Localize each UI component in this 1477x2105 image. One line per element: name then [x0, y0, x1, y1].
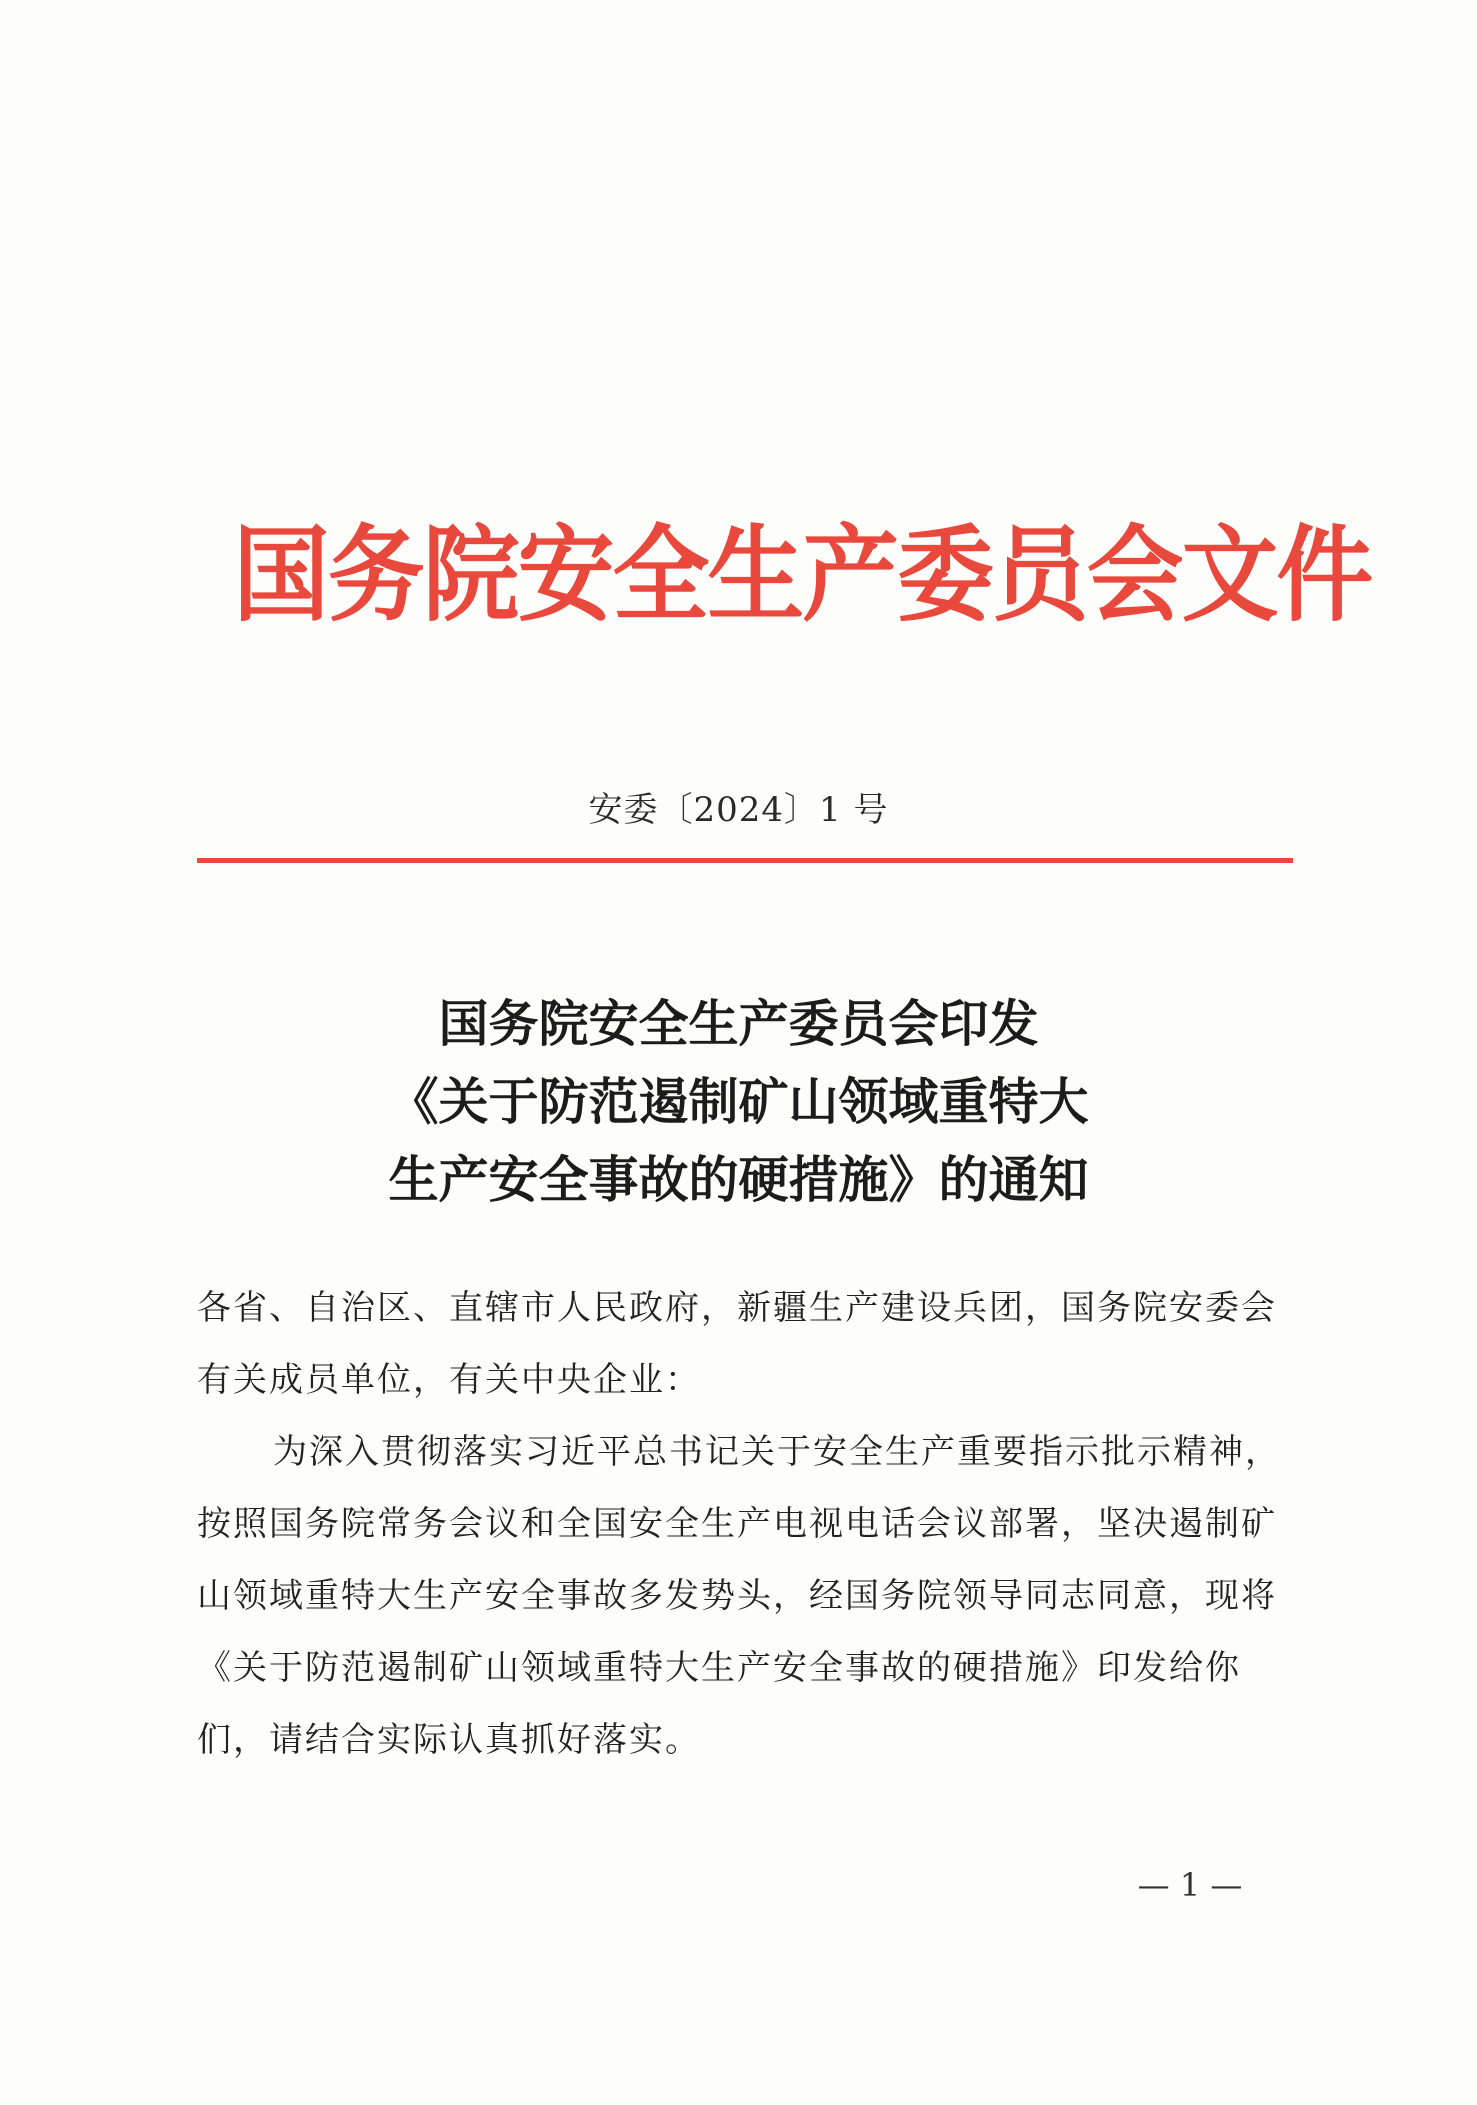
- page-number: — 1 —: [1137, 1866, 1243, 1904]
- document-masthead: 国务院安全生产委员会文件: [233, 514, 1372, 636]
- document-number: 安委〔2024〕1 号: [588, 790, 889, 830]
- title-line-2: 《关于防范遏制矿山领域重特大: [388, 1072, 1089, 1131]
- red-divider-line: [197, 858, 1293, 863]
- title-line-3: 生产安全事故的硬措施》的通知: [388, 1150, 1089, 1209]
- document-title: [0, 985, 1477, 1219]
- body-paragraph: 为深入贯彻落实习近平总书记关于安全生产重要指示批示精神，按照国务院常务会议和全国安全生产电视电话会议部署，坚决遏制矿山领域重特大生产安全事故多发势头，经国务院领导同志同意，现将《关于防范遏制矿山领域重特大生产安全事故的硬措施》印发给你们，请结合实际认真抓好落实。: [197, 1432, 1281, 1760]
- title-line-1: 国务院安全生产委员会印发: [438, 994, 1039, 1053]
- addressee-text: 各省、自治区、直辖市人民政府，新疆生产建设兵团，国务院安委会有关成员单位，有关中央企业：: [197, 1288, 1277, 1400]
